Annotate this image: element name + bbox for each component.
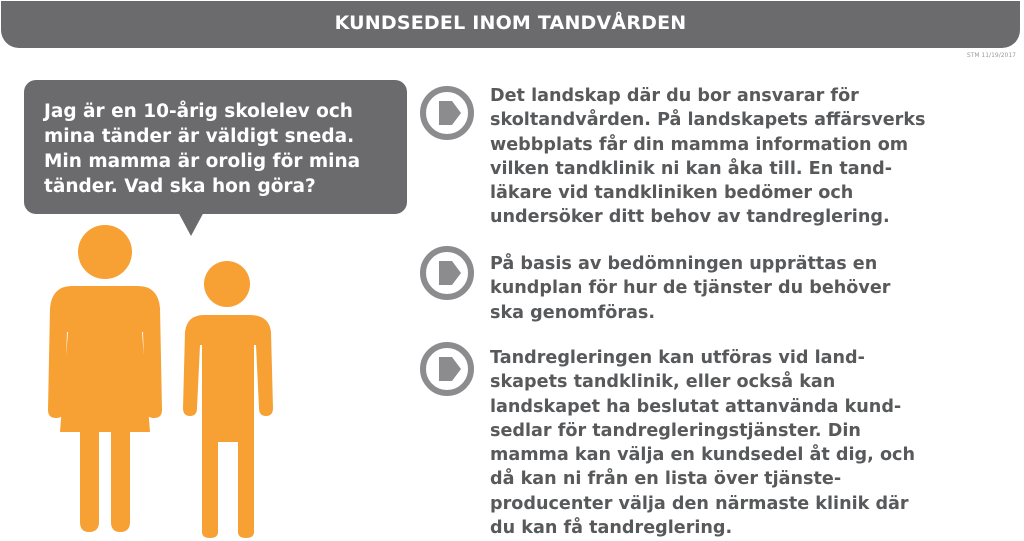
arrow-right-circle-icon <box>418 340 476 398</box>
arrow-right-circle-icon <box>418 84 476 142</box>
info-item-text: På basis av bedömningen upprättas en kundplan för hur de tjänster du behöver ska genomföras. <box>490 254 891 323</box>
page-title: KUNDSEDEL INOM TANDVÅRDEN <box>334 12 687 34</box>
date-stamp: STM 11/19/2017 <box>966 52 1016 59</box>
arrow-right-circle-icon <box>418 244 476 302</box>
header-bar <box>1 1 1020 48</box>
child-figure-icon <box>183 261 273 538</box>
info-item-text: Det landskap där du bor ansvarar för skoltandvården. På landskapets affärsverks webbplats får din mamma information om vilken tandklinik ni kan åka till. En tand- läkare vid tandkliniken bedömer och undersöker ditt behov av tandreglering. <box>490 86 926 228</box>
mother-figure-icon <box>48 225 162 532</box>
info-item-text: Tandregleringen kan utföras vid land- skapets tandklinik, eller också kan landskapet ha beslutat attanvända kund- sedlar för tandregleringstjänster. Din mamma kan välja en kundsedel åt dig, och då kan ni från en lista över tjänste- producenter välja den närmaste klinik där du kan få tandreglering. <box>490 348 915 539</box>
mother-child-illustration <box>0 220 300 541</box>
question-text: Jag är en 10-årig skolelev och mina tänder är väldigt sneda. Min mamma är orolig för mina tänder. Vad ska hon göra? <box>44 101 361 197</box>
